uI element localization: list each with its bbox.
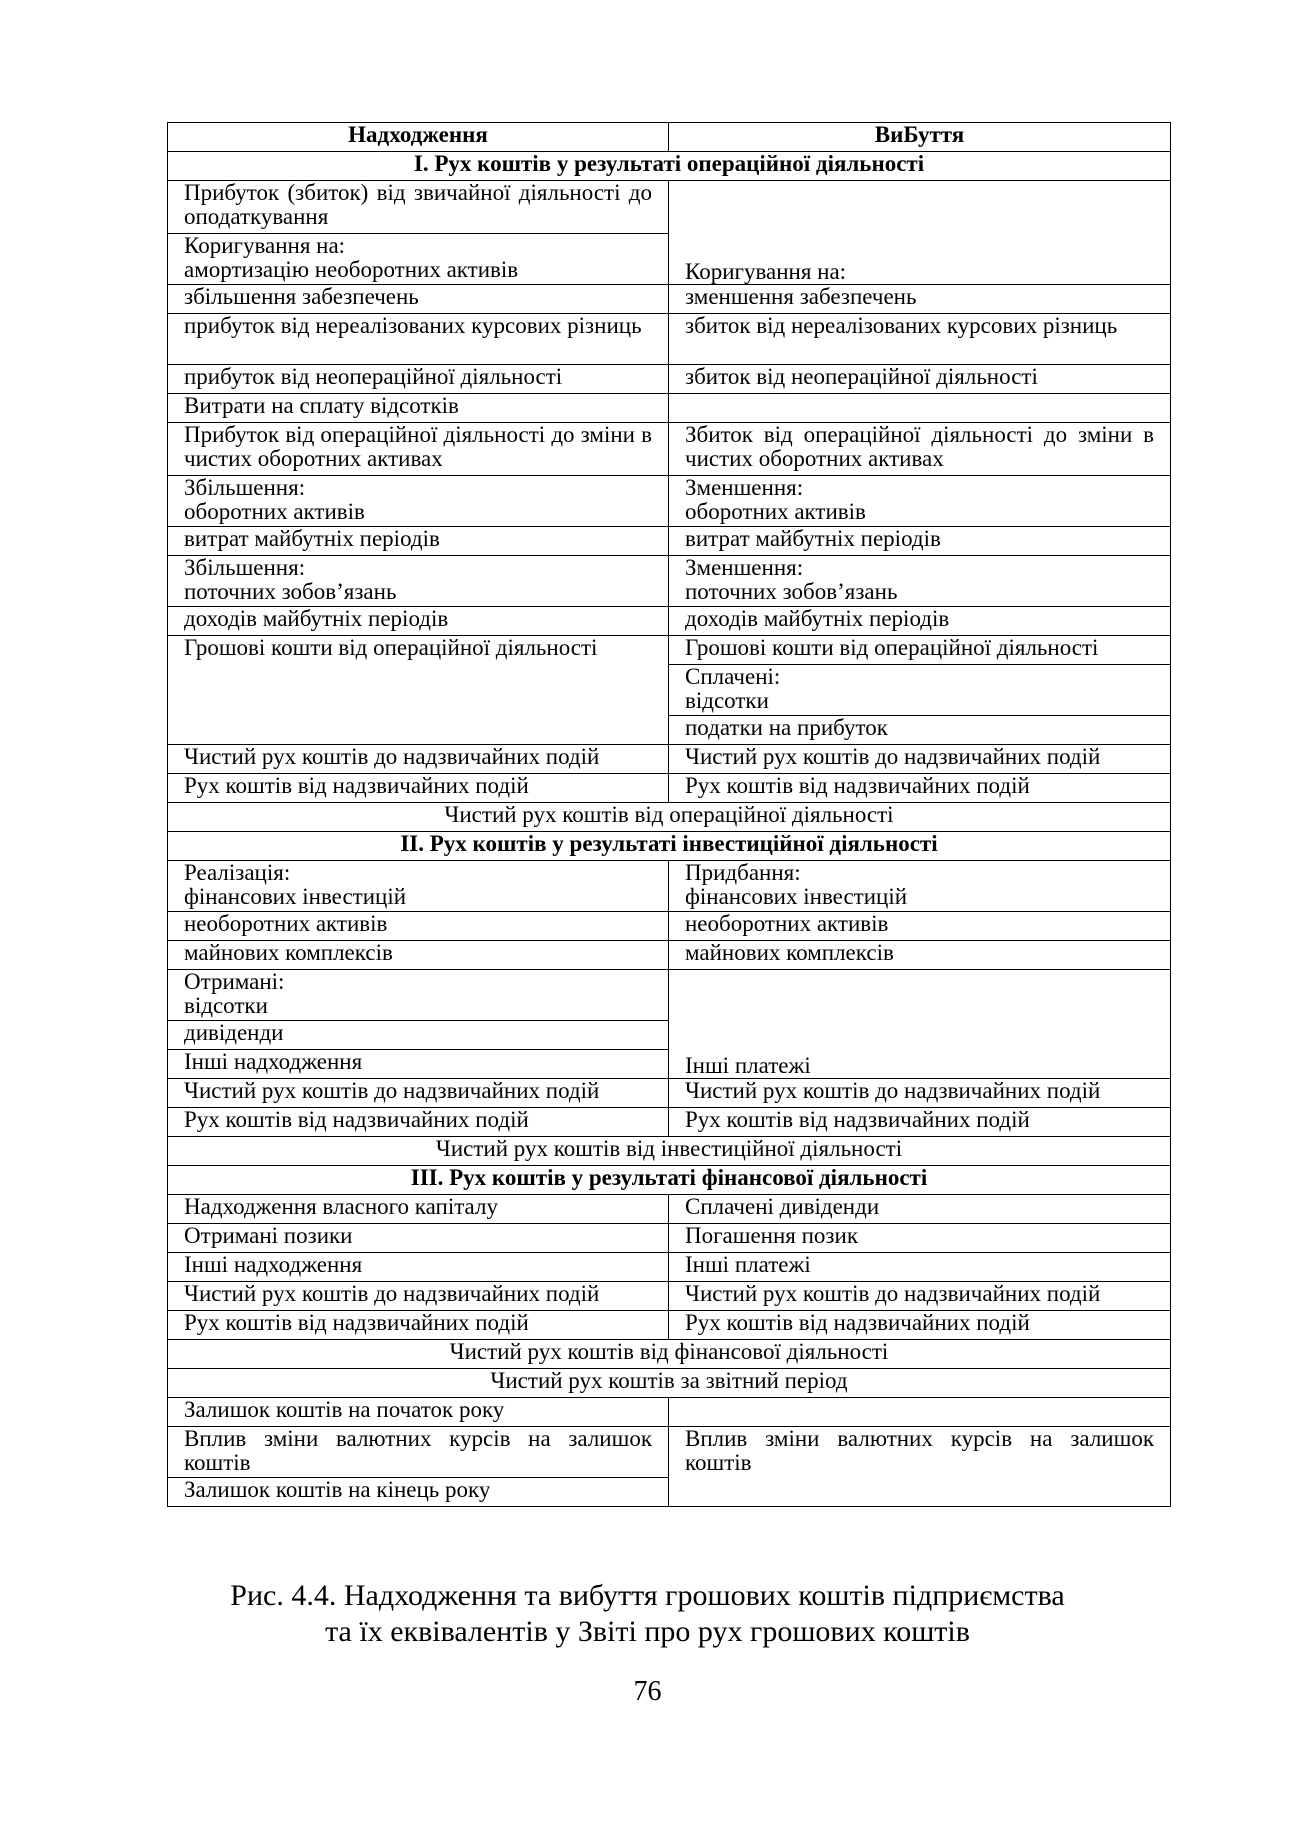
table-row [168,314,1171,365]
cell-dividends-paid: Сплачені дивіденди [669,1195,1171,1224]
caption-line-1: Рис. 4.4. Надходження та вибуття грошових коштів підприємства [230,1579,1065,1612]
table-row [168,861,1171,912]
cell-op-loss-wc: Збиток від операційної діяльності до зміни в чистих оборотних активах [669,423,1171,476]
cell-cash-from-op-left: Грошові кошти від операційної діяльності [168,636,669,745]
table-row [168,556,1171,607]
table-row [168,774,1171,803]
cell-prepaid-left: витрат майбутніх періодів [168,527,669,556]
page-number: 76 [633,1676,662,1707]
cell-deferred-income-right: доходів майбутніх періодів [669,607,1171,636]
increase2-title: Збільшення: [184,555,306,580]
adjust-title: Коригування на: [184,233,346,258]
cell-fin-net-before-extra-right: Чистий рух коштів до надзвичайних подій [669,1282,1171,1311]
table-row [168,970,1171,1021]
table-row [168,1340,1171,1369]
cell-increase-assets [168,476,669,527]
decrease2-item: поточних зобов’язань [685,579,898,604]
cell-equity: Надходження власного капіталу [168,1195,669,1224]
sale-item: фінансових інвестицій [184,884,407,909]
cell-fx-gain: прибуток від нереалізованих курсових різниць [168,314,669,365]
section-operating-title: I. Рух коштів у результаті операційної діяльності [168,152,1171,181]
cell-inv-net-before-extra-right: Чистий рух коштів до надзвичайних подій [669,1079,1171,1108]
cell-fin-extra-left: Рух коштів від надзвичайних подій [168,1311,669,1340]
cell-interest-costs: Витрати на сплату відсотків [168,394,669,423]
table-row [168,912,1171,941]
decrease-item: оборотних активів [685,499,866,524]
cell-provisions-decrease: зменшення забезпечень [669,285,1171,314]
cell-nonop-loss: збиток від неопераційної діяльності [669,365,1171,394]
cell-paid [669,665,1171,716]
table-row [168,1224,1171,1253]
cell-empty [669,1398,1171,1427]
cell-net-period: Чистий рух коштів за звітний період [168,1369,1171,1398]
cell-other-payments-inv: Інші платежі [669,970,1171,1079]
cell-decrease-liabilities [669,556,1171,607]
cell-fin-extra-right: Рух коштів від надзвичайних подій [669,1311,1171,1340]
purchase-item: фінансових інвестицій [685,884,908,909]
cell-sale [168,861,669,912]
increase-title: Збільшення: [184,475,306,500]
table-row [168,607,1171,636]
cell-provisions-increase: збільшення забезпечень [168,285,669,314]
table-row [168,745,1171,774]
table-row [168,527,1171,556]
received-interest: відсотки [184,993,268,1018]
table-row [168,1195,1171,1224]
increase2-item: поточних зобов’язань [184,579,397,604]
cell-inv-extra-right: Рух коштів від надзвичайних подій [669,1108,1171,1137]
cell-complexes-right: майнових комплексів [669,941,1171,970]
cell-noncurrent-right: необоротних активів [669,912,1171,941]
cell-other-payments-fin: Інші платежі [669,1253,1171,1282]
cell-received [168,970,669,1021]
cell-extra-right: Рух коштів від надзвичайних подій [669,774,1171,803]
cell-profit-before-tax: Прибуток (збиток) від звичайної діяльності до оподаткування [168,181,669,234]
section-investing-title: II. Рух коштів у результаті інвестиційної діяльності [168,832,1171,861]
cell-decrease-assets [669,476,1171,527]
table-row [168,1137,1171,1166]
cell-net-investing: Чистий рух коштів від інвестиційної діяльності [168,1137,1171,1166]
table-row [168,1311,1171,1340]
cell-loans: Отримані позики [168,1224,669,1253]
section-financing-title: III. Рух коштів у результаті фінансової діяльності [168,1166,1171,1195]
cell-closing-balance: Залишок коштів на кінець року [168,1478,669,1507]
cell-dividends: дивіденди [168,1021,669,1050]
table-row [168,1398,1171,1427]
cell-other-income-fin: Інші надходження [168,1253,669,1282]
cell-nonop-profit: прибуток від неопераційної діяльності [168,365,669,394]
purchase-title: Придбання: [685,860,801,885]
cash-flow-table [167,122,1171,1507]
table-row [168,285,1171,314]
section-row [168,152,1171,181]
cell-fx-effect-right: Вплив зміни валютних курсів на залишок коштів [669,1427,1171,1507]
cell-other-income-inv: Інші надходження [168,1050,669,1079]
table-row [168,636,1171,665]
cell-complexes-left: майнових комплексів [168,941,669,970]
caption-line-2: та їх еквівалентів у Звіті про рух грошових коштів [325,1615,970,1648]
table-row [168,1369,1171,1398]
cell-op-profit-wc: Прибуток від операційної діяльності до зміни в чистих оборотних активах [168,423,669,476]
paid-interest: відсотки [685,688,769,713]
figure-caption [0,1578,1295,1650]
table-row [168,1427,1171,1478]
table-row [168,1253,1171,1282]
decrease2-title: Зменшення: [685,555,804,580]
cell-fx-effect-left: Вплив зміни валютних курсів на залишок коштів [168,1427,669,1478]
cell-opening-balance: Залишок коштів на початок року [168,1398,669,1427]
received-title: Отримані: [184,969,285,994]
cell-inv-extra-left: Рух коштів від надзвичайних подій [168,1108,669,1137]
table-header-row [168,123,1171,152]
cell-fin-net-before-extra-left: Чистий рух коштів до надзвичайних подій [168,1282,669,1311]
table-row [168,803,1171,832]
table-row [168,1079,1171,1108]
cell-paid-tax: податки на прибуток [669,716,1171,745]
decrease-title: Зменшення: [685,475,804,500]
cell-purchase [669,861,1171,912]
cell-increase-liabilities [168,556,669,607]
table-row [168,1108,1171,1137]
cell-cash-from-op-right: Грошові кошти від операційної діяльності [669,636,1171,665]
table-row [168,365,1171,394]
cell-empty [669,394,1171,423]
table-row [168,394,1171,423]
cell-prepaid-right: витрат майбутніх періодів [669,527,1171,556]
section-row [168,832,1171,861]
table-row [168,476,1171,527]
cell-fx-loss: збиток від нереалізованих курсових різниць [669,314,1171,365]
cell-inv-net-before-extra-left: Чистий рух коштів до надзвичайних подій [168,1079,669,1108]
cell-deferred-income-left: доходів майбутніх періодів [168,607,669,636]
section-row [168,1166,1171,1195]
header-inflows: Надходження [168,123,669,152]
table-row [168,1282,1171,1311]
cell-net-financing: Чистий рух коштів від фінансової діяльності [168,1340,1171,1369]
cell-net-operating: Чистий рух коштів від операційної діяльності [168,803,1171,832]
sale-title: Реалізація: [184,860,291,885]
cell-loans-repaid: Погашення позик [669,1224,1171,1253]
cell-adjust-left [168,234,669,285]
cell-noncurrent-left: необоротних активів [168,912,669,941]
increase-item: оборотних активів [184,499,365,524]
table-row [168,941,1171,970]
cell-net-before-extra-left: Чистий рух коштів до надзвичайних подій [168,745,669,774]
table-row [168,181,1171,234]
adjust-item: амортизацію необоротних активів [184,257,519,282]
cell-net-before-extra-right: Чистий рух коштів до надзвичайних подій [669,745,1171,774]
cell-adjust-right: Коригування на: [669,181,1171,285]
table-row [168,423,1171,476]
cell-extra-left: Рух коштів від надзвичайних подій [168,774,669,803]
paid-title: Сплачені: [685,664,781,689]
header-outflows: ВиБуття [669,123,1171,152]
